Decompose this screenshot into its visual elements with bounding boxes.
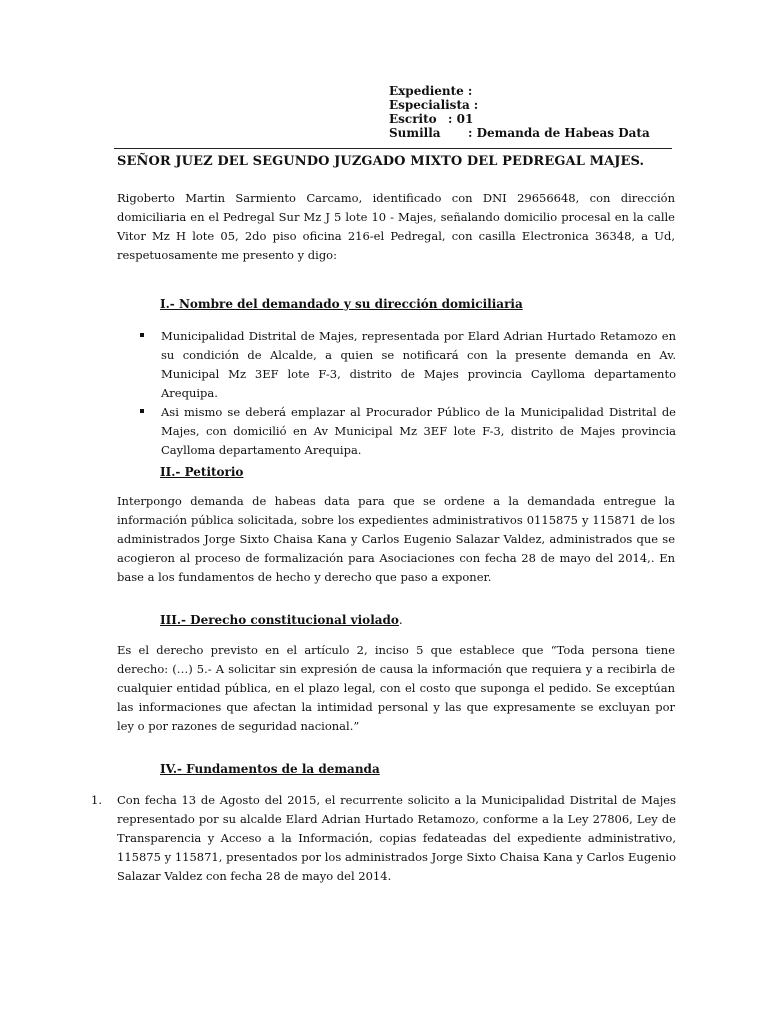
list-item xyxy=(91,791,676,886)
sumilla-value: : Demanda de Habeas Data xyxy=(468,126,650,140)
especialista-label: Especialista xyxy=(389,98,470,112)
defendant-list xyxy=(140,327,676,460)
section-3-heading-period: . xyxy=(398,613,403,627)
list-item xyxy=(140,403,676,460)
section-3-heading xyxy=(160,613,403,627)
petitorio-paragraph: Interpongo demanda de habeas data para que se ordene a la demandada entregue la información pública solicitada, sobre los expedientes administrativos 0115875 y 115871 de los administrados Jorge Sixto Chaisa Kana y Carlos Eugenio Salazar Valdez, administrados que se acogieron al proceso de formalización para Asociaciones con fecha 28 de mayo del 2014,. En base a los fundamentos de hecho y derecho que paso a exponer. xyxy=(117,494,675,584)
escrito-value: : 01 xyxy=(448,112,474,126)
section-4-heading: IV.- Fundamentos de la demanda xyxy=(160,762,380,776)
expediente-row xyxy=(389,84,650,98)
fundamentos-list xyxy=(91,791,676,886)
escrito-row xyxy=(389,112,650,126)
header-divider xyxy=(114,148,672,149)
sumilla-label: Sumilla xyxy=(389,126,441,140)
derecho-paragraph: Es el derecho previsto en el artículo 2, inciso 5 que establece que “Toda persona tiene derecho: (…) 5.- A solicitar sin expresión de causa la información que requiera y a recibirla de cualquier entidad pública, en el plazo legal, con el costo que suponga el pedido. Se exceptúan las informaciones que afectan la intimidad personal y las que expresamente se excluyan por ley o por razones de seguridad nacional.” xyxy=(117,643,675,733)
list-item xyxy=(140,327,676,403)
case-header xyxy=(389,84,650,140)
list-item-text: Municipalidad Distrital de Majes, representada por Elard Adrian Hurtado Retamozo en su condición de Alcalde, a quien se notificará con la presente demanda en Av. Municipal Mz 3EF lote F-3, distrito de Majes provincia Caylloma departamento Arequipa. xyxy=(161,329,676,400)
list-item-text: Con fecha 13 de Agosto del 2015, el recurrente solicito a la Municipalidad Distrital de Majes representado por su alcalde Elard Adrian Hurtado Retamozo, conforme a la Ley 27806, Ley de Transparencia y Acceso a la Información, copias fedateadas del expediente administrativo, 115875 y 115871, presentados por los administrados Jorge Sixto Chaisa Kana y Carlos Eugenio Salazar Valdez con fecha 28 de mayo del 2014. xyxy=(117,793,676,883)
sumilla-row xyxy=(389,126,650,140)
especialista-row xyxy=(389,98,650,112)
bullet-square-icon xyxy=(140,333,144,337)
expediente-separator: : xyxy=(467,84,473,98)
list-item-text: Asi mismo se deberá emplazar al Procurador Público de la Municipalidad Distrital de Majes, con domicilió en Av Municipal Mz 3EF lote F-3, distrito de Majes provincia Caylloma departamento Arequipa. xyxy=(161,405,676,457)
section-1-heading: I.- Nombre del demandado y su dirección domiciliaria xyxy=(160,297,523,311)
bullet-square-icon xyxy=(140,409,144,413)
expediente-label: Expediente xyxy=(389,84,464,98)
intro-paragraph: Rigoberto Martin Sarmiento Carcamo, identificado con DNI 29656648, con dirección domiciliaria en el Pedregal Sur Mz J 5 lote 10 - Majes, señalando domicilio procesal en la calle Vitor Mz H lote 05, 2do piso oficina 216-el Pedregal, con casilla Electronica 36348, a Ud, respetuosamente me presento y digo: xyxy=(117,191,675,262)
document-title: SEÑOR JUEZ DEL SEGUNDO JUZGADO MIXTO DEL PEDREGAL MAJES. xyxy=(117,154,645,169)
especialista-separator: : xyxy=(473,98,479,112)
list-item-number: 1. xyxy=(91,793,102,807)
section-2-heading: II.- Petitorio xyxy=(160,465,244,479)
escrito-label: Escrito xyxy=(389,112,437,126)
section-3-heading-text: III.- Derecho constitucional violado xyxy=(160,613,399,627)
